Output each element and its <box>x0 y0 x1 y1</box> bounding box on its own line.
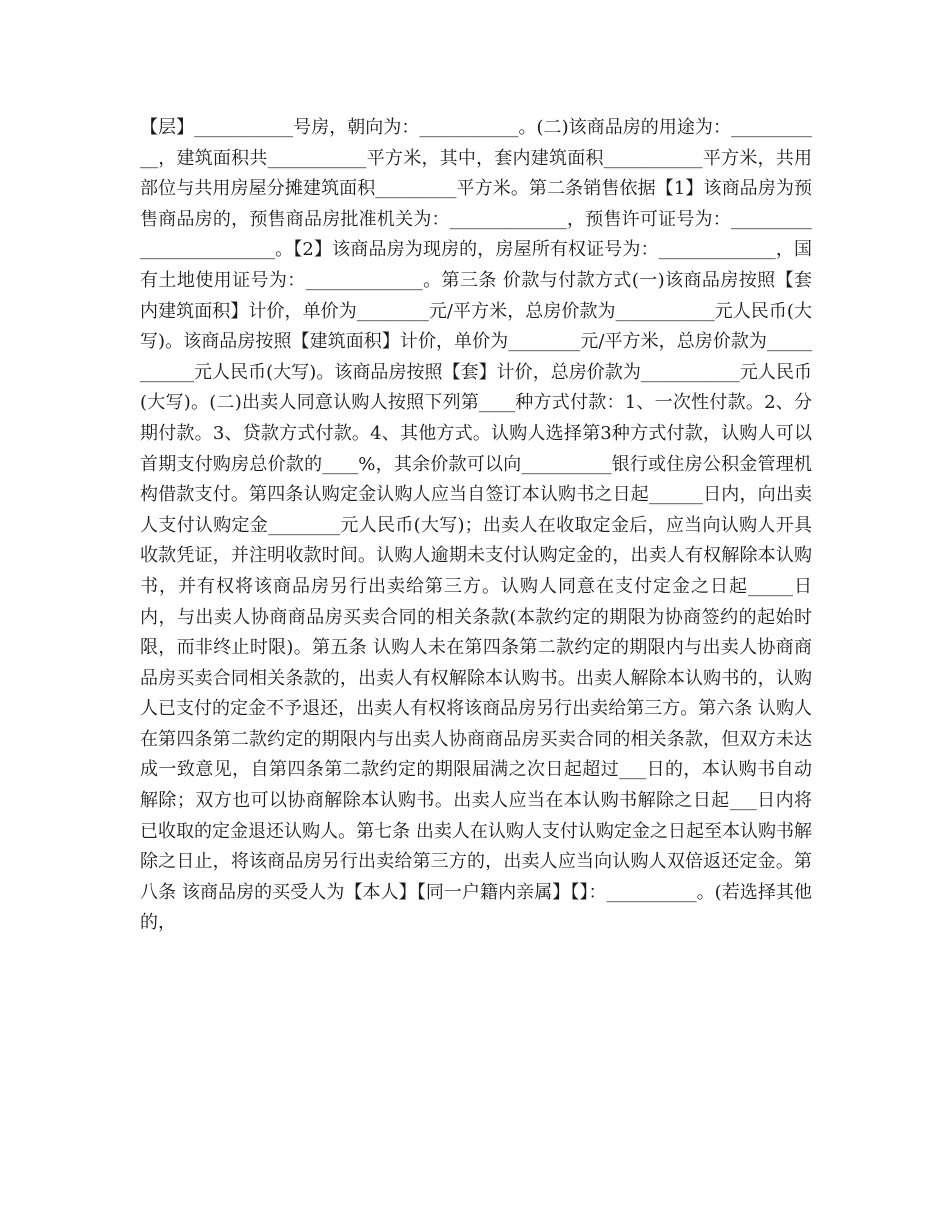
contract-body-text: 【层】___________号房，朝向为：___________。(二)该商品房的用途为：___________，建筑面积共___________平方米，其中，套内建筑面积___________平方米，共用部位与共用房屋分摊建筑面积_________平方米。第二条销售依据【1】该商品房为预售商品房的，预售商品房批准机关为：_____________，预售许可证号为：________________________。【2】该商品房为现房的，房屋所有权证号为：_____________，国有土地使用证号为：_____________。第三条 价款与付款方式(一)该商品房按照【套内建筑面积】计价，单价为________元/平方米，总房价款为___________元人民币(大写)。该商品房按照【建筑面积】计价，单价为________元/平方米，总房价款为___________元人民币(大写)。该商品房按照【套】计价，总房价款为___________元人民币(大写)。(二)出卖人同意认购人按照下列第____种方式付款：1、一次性付款。2、分期付款。3、贷款方式付款。4、其他方式。认购人选择第3种方式付款，认购人可以首期支付购房总价款的____%，其余价款可以向__________银行或住房公积金管理机构借款支付。第四条认购定金认购人应当自签订本认购书之日起______日内，向出卖人支付认购定金________元人民币(大写)；出卖人在收取定金后，应当向认购人开具收款凭证，并注明收款时间。认购人逾期未支付认购定金的，出卖人有权解除本认购书，并有权将该商品房另行出卖给第三方。认购人同意在支付定金之日起_____日内，与出卖人协商商品房买卖合同的相关条款(本款约定的期限为协商签约的起始时限，而非终止时限)。第五条 认购人未在第四条第二款约定的期限内与出卖人协商商品房买卖合同相关条款的，出卖人有权解除本认购书。出卖人解除本认购书的，认购人已支付的定金不予退还，出卖人有权将该商品房另行出卖给第三方。第六条 认购人在第四条第二款约定的期限内与出卖人协商商品房买卖合同的相关条款，但双方未达成一致意见，自第四条第二款约定的期限届满之次日起超过___日的，本认购书自动解除；双方也可以协商解除本认购书。出卖人应当在本认购书解除之日起___日内将已收取的定金退还认购人。第七条 出卖人在认购人支付认购定金之日起至本认购书解除之日止，将该商品房另行出卖给第三方的，出卖人应当向认购人双倍返还定金。第八条 该商品房的买受人为【本人】【同一户籍内亲属】【】：__________。(若选择其他的， <box>140 117 812 934</box>
